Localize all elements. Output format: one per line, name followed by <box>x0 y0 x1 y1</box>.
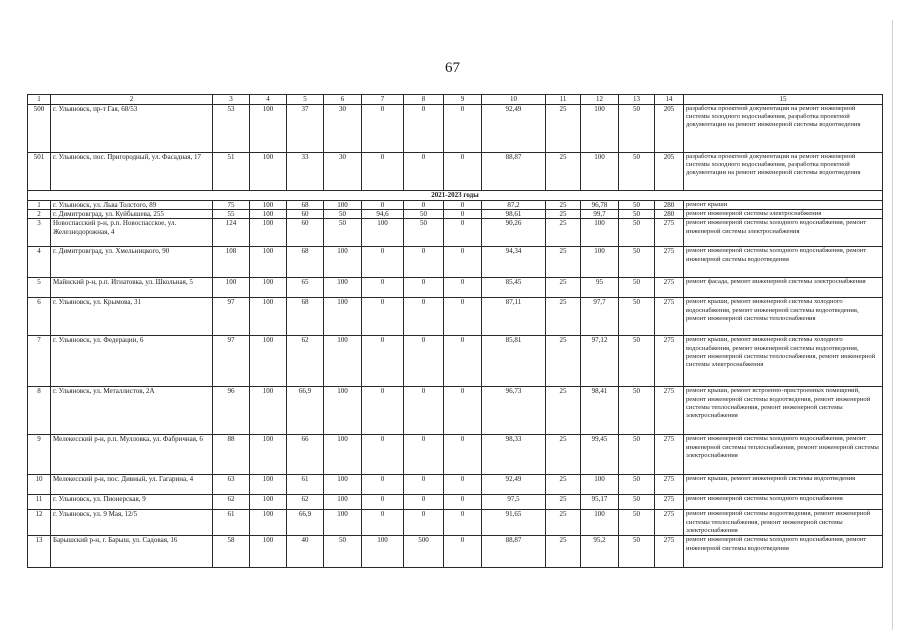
value-cell: 50 <box>324 536 362 568</box>
value-cell: 0 <box>444 336 482 387</box>
works-cell: ремонт крыши, ремонт инженерной системы водоотведения <box>684 475 883 495</box>
value-cell: 25 <box>546 495 581 510</box>
value-cell: 61 <box>287 475 324 495</box>
value-cell: 0 <box>362 387 404 435</box>
address-cell: г. Ульяновск, ул. Пионерская, 9 <box>51 495 213 510</box>
header-cell: 11 <box>546 95 581 105</box>
value-cell: 0 <box>404 387 444 435</box>
value-cell: 50 <box>324 210 362 219</box>
header-cell: 5 <box>287 95 324 105</box>
address-cell: Майнский р-н, р.п. Игнатовка, ул. Школьная, 5 <box>51 278 213 298</box>
value-cell: 97 <box>213 336 250 387</box>
value-cell: 25 <box>546 201 581 210</box>
header-cell: 1 <box>28 95 51 105</box>
table-row <box>28 219 883 247</box>
value-cell: 100 <box>581 219 619 247</box>
header-cell: 12 <box>581 95 619 105</box>
value-cell: 50 <box>619 247 655 278</box>
value-cell: 100 <box>324 387 362 435</box>
address-cell: г. Ульяновск, ул. Крымова, 31 <box>51 298 213 336</box>
value-cell: 275 <box>655 278 684 298</box>
works-cell: ремонт инженерной системы холодного водоснабжения, ремонт инженерной системы водоотведения <box>684 247 883 278</box>
address-cell: г. Ульяновск, ул. Льва Толстого, 89 <box>51 201 213 210</box>
header-cell: 14 <box>655 95 684 105</box>
value-cell: 51 <box>213 153 250 191</box>
value-cell: 0 <box>444 510 482 536</box>
header-cell: 8 <box>404 95 444 105</box>
value-cell: 30 <box>324 153 362 191</box>
value-cell: 100 <box>324 475 362 495</box>
works-cell: ремонт инженерной системы электроснабжения <box>684 210 883 219</box>
value-cell: 61 <box>213 510 250 536</box>
value-cell: 0 <box>362 278 404 298</box>
value-cell: 87,11 <box>482 298 546 336</box>
value-cell: 66,9 <box>287 387 324 435</box>
value-cell: 0 <box>404 247 444 278</box>
value-cell: 0 <box>362 298 404 336</box>
table-row <box>28 387 883 435</box>
address-cell: г. Димитровград, ул. Хмельницкого, 90 <box>51 247 213 278</box>
value-cell: 100 <box>250 387 287 435</box>
value-cell: 100 <box>362 219 404 247</box>
value-cell: 99,7 <box>581 210 619 219</box>
address-cell: г. Ульяновск, ул. 9 Мая, 12/5 <box>51 510 213 536</box>
row-number-cell: 5 <box>28 278 51 298</box>
value-cell: 0 <box>404 510 444 536</box>
value-cell: 0 <box>444 105 482 153</box>
value-cell: 68 <box>287 298 324 336</box>
value-cell: 0 <box>362 153 404 191</box>
value-cell: 0 <box>444 247 482 278</box>
value-cell: 275 <box>655 247 684 278</box>
section-title: 2021-2023 годы <box>28 191 883 201</box>
value-cell: 100 <box>581 475 619 495</box>
row-number-cell: 12 <box>28 510 51 536</box>
row-number-cell: 10 <box>28 475 51 495</box>
value-cell: 0 <box>444 201 482 210</box>
table-row <box>28 298 883 336</box>
value-cell: 25 <box>546 247 581 278</box>
scan-edge-line <box>892 20 893 630</box>
value-cell: 25 <box>546 210 581 219</box>
works-cell: ремонт крыши, ремонт встроенно-пристроенных помещений, ремонт инженерной системы водоотведения, ремонт инженерной системы теплоснабжения, ремонт инженерной системы электроснабжения <box>684 387 883 435</box>
value-cell: 50 <box>619 298 655 336</box>
table-row <box>28 510 883 536</box>
value-cell: 97,12 <box>581 336 619 387</box>
header-cell: 2 <box>51 95 213 105</box>
value-cell: 100 <box>581 510 619 536</box>
value-cell: 96,73 <box>482 387 546 435</box>
value-cell: 60 <box>287 210 324 219</box>
table-row <box>28 536 883 568</box>
works-cell: ремонт крыши <box>684 201 883 210</box>
row-number-cell: 8 <box>28 387 51 435</box>
table-row <box>28 153 883 191</box>
table-row <box>28 495 883 510</box>
value-cell: 55 <box>213 210 250 219</box>
value-cell: 275 <box>655 475 684 495</box>
value-cell: 100 <box>250 278 287 298</box>
section-row <box>28 191 883 201</box>
works-cell: ремонт инженерной системы холодного водоснабжения, ремонт инженерной системы электроснабжения <box>684 219 883 247</box>
repair-program-table <box>27 94 883 568</box>
value-cell: 25 <box>546 298 581 336</box>
value-cell: 85,81 <box>482 336 546 387</box>
value-cell: 50 <box>619 210 655 219</box>
header-cell: 13 <box>619 95 655 105</box>
value-cell: 50 <box>619 105 655 153</box>
value-cell: 0 <box>404 495 444 510</box>
value-cell: 0 <box>404 278 444 298</box>
row-number-cell: 500 <box>28 105 51 153</box>
value-cell: 100 <box>250 495 287 510</box>
value-cell: 92,49 <box>482 475 546 495</box>
table-row <box>28 105 883 153</box>
value-cell: 0 <box>404 153 444 191</box>
value-cell: 100 <box>250 475 287 495</box>
value-cell: 0 <box>362 435 404 475</box>
value-cell: 68 <box>287 247 324 278</box>
address-cell: Новоспасский р-н, р.п. Новоспасское, ул. Железнодорожная, 4 <box>51 219 213 247</box>
value-cell: 124 <box>213 219 250 247</box>
value-cell: 100 <box>250 336 287 387</box>
value-cell: 25 <box>546 105 581 153</box>
value-cell: 100 <box>324 336 362 387</box>
works-cell: разработка проектной документации на ремонт инженерной системы холодного водоснабжения, разработка проектной документации на ремонт инженерной системы водоотведения <box>684 153 883 191</box>
value-cell: 25 <box>546 435 581 475</box>
value-cell: 0 <box>404 298 444 336</box>
works-cell: ремонт инженерной системы холодного водоснабжения, ремонт инженерной системы теплоснабжения, ремонт инженерной системы электроснабжения <box>684 435 883 475</box>
value-cell: 275 <box>655 510 684 536</box>
value-cell: 100 <box>324 495 362 510</box>
value-cell: 60 <box>287 219 324 247</box>
value-cell: 30 <box>324 105 362 153</box>
value-cell: 65 <box>287 278 324 298</box>
value-cell: 0 <box>404 475 444 495</box>
row-number-cell: 7 <box>28 336 51 387</box>
value-cell: 100 <box>324 247 362 278</box>
value-cell: 87,2 <box>482 201 546 210</box>
value-cell: 94,6 <box>362 210 404 219</box>
value-cell: 205 <box>655 105 684 153</box>
value-cell: 50 <box>619 510 655 536</box>
value-cell: 50 <box>619 387 655 435</box>
header-cell: 10 <box>482 95 546 105</box>
address-cell: г. Ульяновск, пр-т Гая, 68/53 <box>51 105 213 153</box>
value-cell: 100 <box>250 298 287 336</box>
value-cell: 50 <box>619 219 655 247</box>
address-cell: г. Димитровград, ул. Куйбышева, 255 <box>51 210 213 219</box>
row-number-cell: 3 <box>28 219 51 247</box>
value-cell: 100 <box>213 278 250 298</box>
value-cell: 100 <box>324 435 362 475</box>
value-cell: 25 <box>546 219 581 247</box>
value-cell: 25 <box>546 387 581 435</box>
value-cell: 25 <box>546 336 581 387</box>
value-cell: 50 <box>404 210 444 219</box>
value-cell: 0 <box>444 495 482 510</box>
value-cell: 0 <box>362 201 404 210</box>
value-cell: 50 <box>619 278 655 298</box>
value-cell: 275 <box>655 298 684 336</box>
value-cell: 96 <box>213 387 250 435</box>
value-cell: 62 <box>213 495 250 510</box>
value-cell: 98,41 <box>581 387 619 435</box>
value-cell: 275 <box>655 336 684 387</box>
value-cell: 50 <box>404 219 444 247</box>
row-number-cell: 4 <box>28 247 51 278</box>
value-cell: 50 <box>619 536 655 568</box>
value-cell: 0 <box>444 298 482 336</box>
row-number-cell: 2 <box>28 210 51 219</box>
works-cell: ремонт инженерной системы холодного водоснабжения, ремонт инженерной системы водоотведения <box>684 536 883 568</box>
row-number-cell: 11 <box>28 495 51 510</box>
value-cell: 0 <box>444 536 482 568</box>
value-cell: 280 <box>655 210 684 219</box>
value-cell: 275 <box>655 536 684 568</box>
table-row <box>28 210 883 219</box>
value-cell: 50 <box>619 435 655 475</box>
row-number-cell: 501 <box>28 153 51 191</box>
works-cell: ремонт фасада, ремонт инженерной системы электроснабжения <box>684 278 883 298</box>
value-cell: 58 <box>213 536 250 568</box>
value-cell: 66 <box>287 435 324 475</box>
value-cell: 100 <box>250 247 287 278</box>
value-cell: 205 <box>655 153 684 191</box>
value-cell: 88,87 <box>482 153 546 191</box>
value-cell: 33 <box>287 153 324 191</box>
value-cell: 275 <box>655 495 684 510</box>
value-cell: 95,17 <box>581 495 619 510</box>
value-cell: 50 <box>619 153 655 191</box>
value-cell: 0 <box>444 219 482 247</box>
value-cell: 500 <box>404 536 444 568</box>
value-cell: 275 <box>655 219 684 247</box>
value-cell: 0 <box>404 336 444 387</box>
value-cell: 0 <box>444 387 482 435</box>
value-cell: 97,5 <box>482 495 546 510</box>
value-cell: 100 <box>250 435 287 475</box>
value-cell: 62 <box>287 336 324 387</box>
header-cell: 3 <box>213 95 250 105</box>
value-cell: 75 <box>213 201 250 210</box>
header-cell: 9 <box>444 95 482 105</box>
works-cell: ремонт крыши, ремонт инженерной системы холодного водоснабжения, ремонт инженерной системы водоотведения, ремонт инженерной системы теплоснабжения, ремонт инженерной системы электроснабжения <box>684 336 883 387</box>
value-cell: 50 <box>619 201 655 210</box>
value-cell: 25 <box>546 278 581 298</box>
works-cell: ремонт инженерной системы холодного водоснабжения <box>684 495 883 510</box>
table-row <box>28 278 883 298</box>
value-cell: 98,61 <box>482 210 546 219</box>
value-cell: 280 <box>655 201 684 210</box>
value-cell: 0 <box>404 201 444 210</box>
value-cell: 25 <box>546 475 581 495</box>
value-cell: 97,7 <box>581 298 619 336</box>
value-cell: 0 <box>444 278 482 298</box>
address-cell: г. Ульяновск, ул. Федерации, 6 <box>51 336 213 387</box>
header-row <box>28 95 883 105</box>
value-cell: 88,87 <box>482 536 546 568</box>
table-row <box>28 336 883 387</box>
value-cell: 0 <box>362 105 404 153</box>
value-cell: 95 <box>581 278 619 298</box>
value-cell: 100 <box>250 105 287 153</box>
address-cell: Мелекесский р-н, р.п. Мулловка, ул. Фабричная, 6 <box>51 435 213 475</box>
value-cell: 90,26 <box>482 219 546 247</box>
value-cell: 100 <box>250 201 287 210</box>
value-cell: 0 <box>362 336 404 387</box>
value-cell: 100 <box>581 153 619 191</box>
value-cell: 88 <box>213 435 250 475</box>
address-cell: Барышский р-н, г. Барыш, ул. Садовая, 16 <box>51 536 213 568</box>
header-cell: 15 <box>684 95 883 105</box>
row-number-cell: 1 <box>28 201 51 210</box>
address-cell: Мелекесский р-н, пос. Дивный, ул. Гагарина, 4 <box>51 475 213 495</box>
row-number-cell: 6 <box>28 298 51 336</box>
page-number: 67 <box>445 60 460 76</box>
value-cell: 0 <box>362 510 404 536</box>
value-cell: 275 <box>655 435 684 475</box>
value-cell: 85,45 <box>482 278 546 298</box>
row-number-cell: 9 <box>28 435 51 475</box>
value-cell: 94,34 <box>482 247 546 278</box>
table-row <box>28 435 883 475</box>
value-cell: 98,33 <box>482 435 546 475</box>
value-cell: 25 <box>546 510 581 536</box>
value-cell: 0 <box>444 475 482 495</box>
value-cell: 50 <box>619 336 655 387</box>
value-cell: 100 <box>581 247 619 278</box>
value-cell: 275 <box>655 387 684 435</box>
value-cell: 63 <box>213 475 250 495</box>
value-cell: 100 <box>324 278 362 298</box>
value-cell: 100 <box>362 536 404 568</box>
value-cell: 0 <box>362 475 404 495</box>
header-cell: 6 <box>324 95 362 105</box>
value-cell: 100 <box>250 536 287 568</box>
value-cell: 100 <box>324 201 362 210</box>
value-cell: 97 <box>213 298 250 336</box>
row-number-cell: 13 <box>28 536 51 568</box>
value-cell: 95,2 <box>581 536 619 568</box>
table-row <box>28 201 883 210</box>
value-cell: 0 <box>444 153 482 191</box>
value-cell: 40 <box>287 536 324 568</box>
value-cell: 66,9 <box>287 510 324 536</box>
value-cell: 92,49 <box>482 105 546 153</box>
works-cell: разработка проектной документации на ремонт инженерной системы холодного водоснабжения, разработка проектной документации на ремонт инженерной системы водоотведения <box>684 105 883 153</box>
value-cell: 25 <box>546 153 581 191</box>
header-cell: 7 <box>362 95 404 105</box>
value-cell: 108 <box>213 247 250 278</box>
address-cell: г. Ульяновск, ул. Металлистов, 2А <box>51 387 213 435</box>
value-cell: 0 <box>444 435 482 475</box>
value-cell: 0 <box>444 210 482 219</box>
value-cell: 100 <box>581 105 619 153</box>
value-cell: 50 <box>324 219 362 247</box>
value-cell: 68 <box>287 201 324 210</box>
works-cell: ремонт инженерной системы водоотведения, ремонт инженерной системы теплоснабжения, ремонт инженерной системы электроснабжения <box>684 510 883 536</box>
value-cell: 0 <box>404 435 444 475</box>
value-cell: 100 <box>250 153 287 191</box>
value-cell: 50 <box>619 495 655 510</box>
address-cell: г. Ульяновск, пос. Пригородный, ул. Фасадная, 17 <box>51 153 213 191</box>
value-cell: 37 <box>287 105 324 153</box>
value-cell: 62 <box>287 495 324 510</box>
value-cell: 100 <box>250 510 287 536</box>
table-row <box>28 475 883 495</box>
value-cell: 100 <box>250 210 287 219</box>
value-cell: 100 <box>324 298 362 336</box>
value-cell: 25 <box>546 536 581 568</box>
value-cell: 100 <box>250 219 287 247</box>
value-cell: 53 <box>213 105 250 153</box>
value-cell: 99,45 <box>581 435 619 475</box>
header-cell: 4 <box>250 95 287 105</box>
table-row <box>28 247 883 278</box>
value-cell: 91,65 <box>482 510 546 536</box>
value-cell: 50 <box>619 475 655 495</box>
value-cell: 100 <box>324 510 362 536</box>
value-cell: 0 <box>362 495 404 510</box>
value-cell: 0 <box>404 105 444 153</box>
value-cell: 96,78 <box>581 201 619 210</box>
works-cell: ремонт крыши, ремонт инженерной системы холодного водоснабжения, ремонт инженерной системы водоотведения, ремонт инженерной системы теплоснабжения <box>684 298 883 336</box>
value-cell: 0 <box>362 247 404 278</box>
